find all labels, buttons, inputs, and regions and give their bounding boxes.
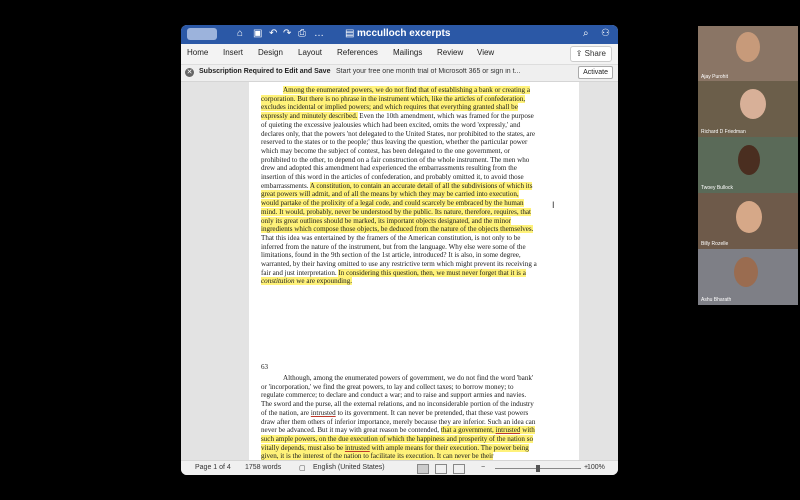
tab-mailings[interactable]: Mailings bbox=[393, 48, 423, 57]
participant-tile[interactable] bbox=[698, 249, 798, 305]
share-small-icon: ⇪ bbox=[575, 49, 585, 58]
body-text: we are expounding. bbox=[294, 277, 353, 286]
document-area[interactable] bbox=[181, 82, 618, 460]
participant-tile[interactable] bbox=[698, 81, 798, 137]
home-icon[interactable]: ⌂ bbox=[237, 28, 244, 39]
tab-review[interactable]: Review bbox=[437, 48, 464, 57]
highlight-text: with ample means for their execution. The power being given, it is the interest of the nation to facilitate its execution. It can never be their bbox=[261, 443, 529, 460]
tab-home[interactable]: Home bbox=[187, 48, 209, 57]
word-window bbox=[181, 25, 618, 475]
participant-face bbox=[738, 145, 760, 175]
more-icon[interactable]: … bbox=[314, 28, 324, 39]
message-body: Start your free one month trial of Microsoft 365 or sign in t... bbox=[336, 68, 521, 75]
participant-face bbox=[736, 32, 760, 62]
spelling-flag-text: intrusted bbox=[310, 408, 336, 417]
print-icon[interactable]: ⎙ bbox=[298, 28, 306, 39]
italic-text: constitution bbox=[261, 277, 295, 286]
search-icon[interactable]: ⌕ bbox=[583, 28, 589, 39]
language-status[interactable]: English (United States) bbox=[313, 464, 385, 471]
tab-design[interactable]: Design bbox=[258, 48, 283, 57]
participant-name: Ashu Bharath bbox=[701, 297, 732, 303]
sidebar-toggle-button[interactable] bbox=[187, 28, 217, 40]
paragraph-2 bbox=[261, 374, 537, 460]
participant-name: Billy Rozelle bbox=[701, 241, 729, 247]
highlight-text: A constitution, to contain an accurate detail of all the subdivisions of which its great powers will admit, and of all the means by which they may be carried into execution, would partake of the prolixity of a legal code, and could scarcely be embraced by the human mind. It would, probably, never be understood by the public. Its nature, therefore, requires, that only its great outlines should be marked, its important objects designated, and the minor ingredients which compose those objects, be deduced from the nature of the objects themselves. bbox=[261, 181, 534, 234]
spelling-flag-text: intrusted bbox=[495, 426, 521, 435]
subscription-message-bar bbox=[181, 65, 618, 82]
ribbon-tabs bbox=[181, 44, 618, 65]
title-bar bbox=[181, 25, 618, 44]
page-number: 63 bbox=[261, 363, 269, 371]
participant-tile[interactable] bbox=[698, 137, 798, 193]
dismiss-icon[interactable]: ✕ bbox=[186, 69, 193, 76]
body-text: Although, among the enumerated powers of government, we do not find the word 'bank' or 'incorporation,' we find the great powers, to lay and collect taxes; to borrow money; to regulate commerce; to declare and conduct a war; and to raise and support armies and navies. The sword and the purse, all the external relations, and no inconsiderable portion of the industry of the nation, are bbox=[261, 374, 534, 417]
highlight-text: with such ample powers, on the due execution of which the happiness and prosperity of the nation so vitally depends, must also be bbox=[261, 426, 535, 452]
read-mode-view-icon[interactable] bbox=[453, 464, 465, 474]
participant-face bbox=[740, 89, 766, 119]
zoom-level[interactable]: 100% bbox=[587, 464, 605, 471]
highlight-text: Among the enumerated powers, we do not find that of establishing a bank or creating a corporation. But there is no phrase in the instrument which, like the articles of confederation, excludes incidental or implied powers; and which requires that everything granted shall be expressly and minutely described. bbox=[261, 86, 531, 121]
text-cursor-icon: I bbox=[552, 200, 555, 210]
share-icon[interactable]: ⚇ bbox=[601, 28, 610, 39]
body-text: to its government. It can never be pretended, that these vast powers draw after them others of inferior importance, merely because they are inferior. Such an idea can never be advanced. But it may with great reason be contended, bbox=[261, 408, 536, 435]
document-page[interactable] bbox=[249, 82, 579, 460]
participant-name: Ajay Purohit bbox=[701, 74, 728, 80]
redo-icon[interactable]: ↷ bbox=[283, 28, 292, 39]
participant-face bbox=[734, 257, 758, 287]
proofing-icon: ▢ bbox=[299, 465, 306, 472]
page-count: Page 1 of 4 bbox=[195, 464, 231, 471]
participant-name: Twoey Bullock bbox=[701, 185, 733, 191]
save-icon[interactable]: ▣ bbox=[253, 28, 263, 39]
tab-view[interactable]: View bbox=[477, 48, 495, 57]
tab-insert[interactable]: Insert bbox=[223, 48, 244, 57]
participant-tile[interactable] bbox=[698, 193, 798, 249]
body-text: Even the 10th amendment, which was framed for the purpose of quieting the excessive jealousies which had been excited, omits the word 'expressly,' and declares only, that the powers 'not delegated to the United States, nor prohibited to the states, are reserved to the states or to the people;' thus leaving the question, whether the particular power which may become the subject of contest, has been delegated to the one government, or prohibited to the other, to depend on a fair construction of the whole instrument. The men who drew and adopted this amendment had experienced the embarrassments resulting from the insertion of this word in the articles of confederation, and probably omitted it, to avoid those embarrassments. bbox=[261, 112, 536, 190]
document-title: mcculloch excerpts bbox=[357, 28, 451, 39]
web-layout-view-icon[interactable] bbox=[435, 464, 447, 474]
tab-references[interactable]: References bbox=[337, 48, 378, 57]
activate-button[interactable]: Activate bbox=[578, 66, 613, 79]
document-icon: ▤ bbox=[345, 28, 355, 39]
highlight-text: that a government, bbox=[440, 426, 496, 435]
zoom-out-icon[interactable]: − bbox=[481, 464, 486, 471]
status-bar bbox=[181, 460, 618, 475]
participant-name: Richard D Friedman bbox=[701, 129, 746, 135]
spelling-flag-text: intrusted bbox=[344, 443, 370, 452]
tab-layout[interactable]: Layout bbox=[298, 48, 323, 57]
body-text: That this idea was entertained by the framers of the American constitution, is not only to be inferred from the nature of the instrument, but from the language. Why else were some of the limitations, found in the 9th section of the 1st article, introduced? It is also, in some degree, warranted, by their having omitted to use any restrictive term which might prevent its receiving a fair and just interpretation. bbox=[261, 233, 537, 277]
message-title: Subscription Required to Edit and Save bbox=[199, 68, 331, 75]
print-layout-view-icon[interactable] bbox=[417, 464, 429, 474]
paragraph-1 bbox=[261, 86, 537, 286]
word-count[interactable]: 1758 words bbox=[245, 464, 282, 471]
participant-tile[interactable] bbox=[698, 26, 798, 82]
undo-icon[interactable]: ↶ bbox=[269, 28, 278, 39]
participant-face bbox=[736, 201, 762, 233]
zoom-in-icon[interactable]: + bbox=[584, 464, 589, 471]
zoom-slider-handle[interactable] bbox=[536, 465, 540, 472]
share-label: Share bbox=[584, 49, 606, 58]
body-text: In considering this question, then, we must never forget that it is a bbox=[338, 268, 526, 277]
share-button[interactable] bbox=[570, 46, 612, 62]
